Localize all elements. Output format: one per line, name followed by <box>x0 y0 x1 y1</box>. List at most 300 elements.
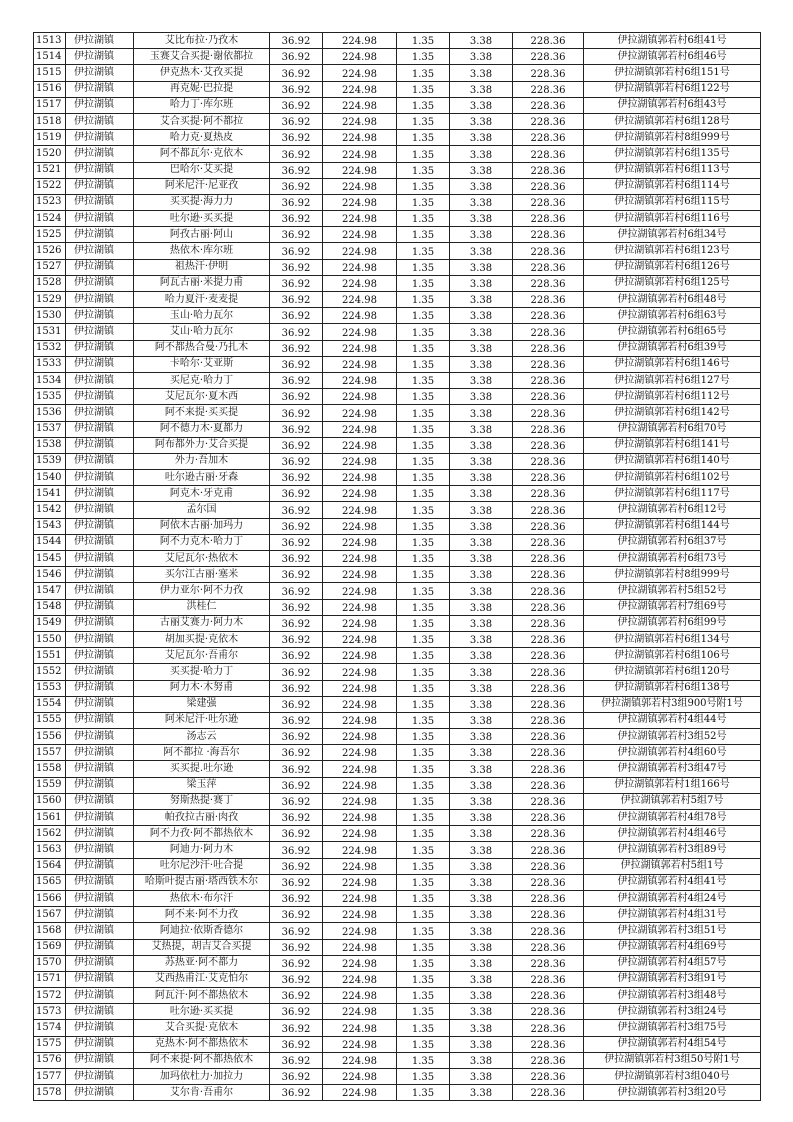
address-cell: 伊拉湖镇郭若村3组51号 <box>584 923 761 939</box>
value-cell-3: 1.35 <box>397 696 450 712</box>
row-number-cell: 1543 <box>34 518 66 534</box>
table-row <box>34 712 761 728</box>
value-cell-3: 1.35 <box>397 340 450 356</box>
row-number-cell: 1572 <box>34 988 66 1004</box>
name-cell: 艾尼瓦尔·夏木西 <box>134 389 270 405</box>
row-number-cell: 1550 <box>34 631 66 647</box>
name-cell: 孟尔国 <box>134 502 270 518</box>
address-cell: 伊拉湖镇郭若村6组144号 <box>584 518 761 534</box>
table-row <box>34 988 761 1004</box>
value-cell-2: 224.98 <box>323 292 397 308</box>
value-cell-2: 224.98 <box>323 923 397 939</box>
data-table <box>33 32 761 1101</box>
value-cell-2: 224.98 <box>323 146 397 162</box>
town-cell: 伊拉湖镇 <box>66 696 134 712</box>
value-cell-1: 36.92 <box>270 372 323 388</box>
name-cell: 阿不都热合曼·乃扎木 <box>134 340 270 356</box>
address-cell: 伊拉湖镇郭若村6组114号 <box>584 178 761 194</box>
row-number-cell: 1534 <box>34 372 66 388</box>
value-cell-3: 1.35 <box>397 712 450 728</box>
value-cell-1: 36.92 <box>270 162 323 178</box>
value-cell-1: 36.92 <box>270 324 323 340</box>
value-cell-3: 1.35 <box>397 243 450 259</box>
value-cell-1: 36.92 <box>270 583 323 599</box>
value-cell-3: 1.35 <box>397 1036 450 1052</box>
town-cell: 伊拉湖镇 <box>66 567 134 583</box>
address-cell: 伊拉湖镇郭若村6组117号 <box>584 486 761 502</box>
table-row <box>34 890 761 906</box>
value-cell-4: 3.38 <box>450 372 513 388</box>
table-row <box>34 162 761 178</box>
table-row <box>34 130 761 146</box>
value-cell-2: 224.98 <box>323 389 397 405</box>
value-cell-2: 224.98 <box>323 227 397 243</box>
value-cell-1: 36.92 <box>270 826 323 842</box>
value-cell-3: 1.35 <box>397 308 450 324</box>
value-cell-2: 224.98 <box>323 777 397 793</box>
value-cell-4: 3.38 <box>450 33 513 49</box>
value-cell-2: 224.98 <box>323 907 397 923</box>
row-number-cell: 1577 <box>34 1069 66 1085</box>
value-cell-5: 228.36 <box>513 518 584 534</box>
value-cell-3: 1.35 <box>397 890 450 906</box>
value-cell-3: 1.35 <box>397 49 450 65</box>
value-cell-5: 228.36 <box>513 988 584 1004</box>
row-number-cell: 1533 <box>34 356 66 372</box>
value-cell-4: 3.38 <box>450 81 513 97</box>
value-cell-2: 224.98 <box>323 518 397 534</box>
address-cell: 伊拉湖镇郭若村4组41号 <box>584 874 761 890</box>
value-cell-1: 36.92 <box>270 65 323 81</box>
name-cell: 洪桂仁 <box>134 599 270 615</box>
name-cell: 阿不都拉 ·海吾尔 <box>134 745 270 761</box>
town-cell: 伊拉湖镇 <box>66 745 134 761</box>
value-cell-3: 1.35 <box>397 826 450 842</box>
row-number-cell: 1526 <box>34 243 66 259</box>
value-cell-1: 36.92 <box>270 745 323 761</box>
address-cell: 伊拉湖镇郭若村3组91号 <box>584 971 761 987</box>
value-cell-4: 3.38 <box>450 955 513 971</box>
value-cell-3: 1.35 <box>397 486 450 502</box>
row-number-cell: 1538 <box>34 437 66 453</box>
value-cell-1: 36.92 <box>270 874 323 890</box>
town-cell: 伊拉湖镇 <box>66 518 134 534</box>
table-row <box>34 243 761 259</box>
address-cell: 伊拉湖镇郭若村6组65号 <box>584 324 761 340</box>
town-cell: 伊拉湖镇 <box>66 421 134 437</box>
value-cell-4: 3.38 <box>450 259 513 275</box>
town-cell: 伊拉湖镇 <box>66 664 134 680</box>
value-cell-5: 228.36 <box>513 259 584 275</box>
value-cell-5: 228.36 <box>513 162 584 178</box>
value-cell-2: 224.98 <box>323 340 397 356</box>
row-number-cell: 1515 <box>34 65 66 81</box>
row-number-cell: 1521 <box>34 162 66 178</box>
value-cell-2: 224.98 <box>323 1085 397 1101</box>
value-cell-4: 3.38 <box>450 113 513 129</box>
town-cell: 伊拉湖镇 <box>66 1020 134 1036</box>
name-cell: 买买提·哈力丁 <box>134 664 270 680</box>
value-cell-1: 36.92 <box>270 777 323 793</box>
town-cell: 伊拉湖镇 <box>66 227 134 243</box>
value-cell-5: 228.36 <box>513 1036 584 1052</box>
name-cell: 克热木·阿不都热依木 <box>134 1036 270 1052</box>
value-cell-5: 228.36 <box>513 810 584 826</box>
town-cell: 伊拉湖镇 <box>66 534 134 550</box>
town-cell: 伊拉湖镇 <box>66 405 134 421</box>
address-cell: 伊拉湖镇郭若村6组113号 <box>584 162 761 178</box>
value-cell-1: 36.92 <box>270 227 323 243</box>
value-cell-3: 1.35 <box>397 453 450 469</box>
value-cell-1: 36.92 <box>270 308 323 324</box>
value-cell-5: 228.36 <box>513 421 584 437</box>
value-cell-4: 3.38 <box>450 534 513 550</box>
row-number-cell: 1516 <box>34 81 66 97</box>
value-cell-5: 228.36 <box>513 437 584 453</box>
row-number-cell: 1556 <box>34 729 66 745</box>
name-cell: 买尼克·哈力丁 <box>134 372 270 388</box>
address-cell: 伊拉湖镇郭若村3组20号 <box>584 1085 761 1101</box>
town-cell: 伊拉湖镇 <box>66 971 134 987</box>
value-cell-1: 36.92 <box>270 1085 323 1101</box>
address-cell: 伊拉湖镇郭若村4组60号 <box>584 745 761 761</box>
value-cell-2: 224.98 <box>323 1052 397 1068</box>
value-cell-1: 36.92 <box>270 81 323 97</box>
value-cell-1: 36.92 <box>270 259 323 275</box>
row-number-cell: 1540 <box>34 470 66 486</box>
address-cell: 伊拉湖镇郭若村6组70号 <box>584 421 761 437</box>
row-number-cell: 1552 <box>34 664 66 680</box>
value-cell-4: 3.38 <box>450 648 513 664</box>
town-cell: 伊拉湖镇 <box>66 437 134 453</box>
table-row <box>34 259 761 275</box>
value-cell-1: 36.92 <box>270 988 323 1004</box>
value-cell-2: 224.98 <box>323 243 397 259</box>
name-cell: 艾尔肯·吾甫尔 <box>134 1085 270 1101</box>
table-row <box>34 826 761 842</box>
row-number-cell: 1513 <box>34 33 66 49</box>
value-cell-2: 224.98 <box>323 275 397 291</box>
value-cell-4: 3.38 <box>450 162 513 178</box>
address-cell: 伊拉湖镇郭若村3组24号 <box>584 1004 761 1020</box>
table-row <box>34 1052 761 1068</box>
table-row <box>34 486 761 502</box>
value-cell-5: 228.36 <box>513 761 584 777</box>
value-cell-4: 3.38 <box>450 826 513 842</box>
name-cell: 艾合买提·克依木 <box>134 1020 270 1036</box>
value-cell-5: 228.36 <box>513 907 584 923</box>
table-row <box>34 907 761 923</box>
town-cell: 伊拉湖镇 <box>66 243 134 259</box>
table-row <box>34 696 761 712</box>
name-cell: 伊力亚尔·阿不力孜 <box>134 583 270 599</box>
town-cell: 伊拉湖镇 <box>66 194 134 210</box>
address-cell: 伊拉湖镇郭若村6组99号 <box>584 615 761 631</box>
table-row <box>34 113 761 129</box>
table-row <box>34 178 761 194</box>
value-cell-2: 224.98 <box>323 130 397 146</box>
table-row <box>34 1085 761 1101</box>
value-cell-3: 1.35 <box>397 502 450 518</box>
value-cell-5: 228.36 <box>513 97 584 113</box>
value-cell-1: 36.92 <box>270 437 323 453</box>
table-row <box>34 437 761 453</box>
town-cell: 伊拉湖镇 <box>66 178 134 194</box>
row-number-cell: 1537 <box>34 421 66 437</box>
value-cell-1: 36.92 <box>270 292 323 308</box>
town-cell: 伊拉湖镇 <box>66 486 134 502</box>
name-cell: 艾热提，胡吉艾合买提 <box>134 939 270 955</box>
value-cell-1: 36.92 <box>270 275 323 291</box>
name-cell: 祖热汗·伊明 <box>134 259 270 275</box>
value-cell-3: 1.35 <box>397 65 450 81</box>
table-row <box>34 275 761 291</box>
table-row <box>34 923 761 939</box>
name-cell: 买尔江古丽·塞米 <box>134 567 270 583</box>
value-cell-2: 224.98 <box>323 793 397 809</box>
table-row <box>34 599 761 615</box>
value-cell-1: 36.92 <box>270 842 323 858</box>
value-cell-2: 224.98 <box>323 712 397 728</box>
value-cell-5: 228.36 <box>513 923 584 939</box>
value-cell-2: 224.98 <box>323 551 397 567</box>
value-cell-3: 1.35 <box>397 907 450 923</box>
value-cell-4: 3.38 <box>450 923 513 939</box>
name-cell: 热依木·布尔汗 <box>134 890 270 906</box>
name-cell: 哈力夏汗·麦麦提 <box>134 292 270 308</box>
address-cell: 伊拉湖镇郭若村3组50号附1号 <box>584 1052 761 1068</box>
value-cell-2: 224.98 <box>323 826 397 842</box>
value-cell-2: 224.98 <box>323 405 397 421</box>
table-row <box>34 227 761 243</box>
name-cell: 外力·吾加木 <box>134 453 270 469</box>
value-cell-1: 36.92 <box>270 971 323 987</box>
table-row <box>34 680 761 696</box>
address-cell: 伊拉湖镇郭若村4组31号 <box>584 907 761 923</box>
address-cell: 伊拉湖镇郭若村6组116号 <box>584 211 761 227</box>
value-cell-4: 3.38 <box>450 583 513 599</box>
name-cell: 吐尔尼沙汗·吐合提 <box>134 858 270 874</box>
value-cell-4: 3.38 <box>450 551 513 567</box>
row-number-cell: 1514 <box>34 49 66 65</box>
table-row <box>34 292 761 308</box>
value-cell-4: 3.38 <box>450 97 513 113</box>
town-cell: 伊拉湖镇 <box>66 761 134 777</box>
table-row <box>34 648 761 664</box>
value-cell-2: 224.98 <box>323 599 397 615</box>
value-cell-2: 224.98 <box>323 729 397 745</box>
value-cell-5: 228.36 <box>513 858 584 874</box>
value-cell-5: 228.36 <box>513 49 584 65</box>
row-number-cell: 1557 <box>34 745 66 761</box>
town-cell: 伊拉湖镇 <box>66 810 134 826</box>
value-cell-4: 3.38 <box>450 907 513 923</box>
name-cell: 艾比布拉·乃孜木 <box>134 33 270 49</box>
value-cell-5: 228.36 <box>513 567 584 583</box>
value-cell-3: 1.35 <box>397 939 450 955</box>
value-cell-1: 36.92 <box>270 453 323 469</box>
town-cell: 伊拉湖镇 <box>66 502 134 518</box>
value-cell-3: 1.35 <box>397 842 450 858</box>
table-row <box>34 567 761 583</box>
name-cell: 阿不来·阿不力孜 <box>134 907 270 923</box>
row-number-cell: 1551 <box>34 648 66 664</box>
row-number-cell: 1529 <box>34 292 66 308</box>
value-cell-5: 228.36 <box>513 1052 584 1068</box>
value-cell-5: 228.36 <box>513 955 584 971</box>
address-cell: 伊拉湖镇郭若村6组140号 <box>584 453 761 469</box>
value-cell-5: 228.36 <box>513 389 584 405</box>
value-cell-2: 224.98 <box>323 33 397 49</box>
address-cell: 伊拉湖镇郭若村6组102号 <box>584 470 761 486</box>
value-cell-2: 224.98 <box>323 324 397 340</box>
value-cell-3: 1.35 <box>397 113 450 129</box>
value-cell-3: 1.35 <box>397 33 450 49</box>
row-number-cell: 1568 <box>34 923 66 939</box>
town-cell: 伊拉湖镇 <box>66 923 134 939</box>
value-cell-2: 224.98 <box>323 810 397 826</box>
name-cell: 阿瓦古丽·米提力甫 <box>134 275 270 291</box>
value-cell-3: 1.35 <box>397 1004 450 1020</box>
address-cell: 伊拉湖镇郭若村6组127号 <box>584 372 761 388</box>
name-cell: 阿米尼汗·尼亚孜 <box>134 178 270 194</box>
table-row <box>34 777 761 793</box>
table-row <box>34 858 761 874</box>
town-cell: 伊拉湖镇 <box>66 389 134 405</box>
address-cell: 伊拉湖镇郭若村6组63号 <box>584 308 761 324</box>
address-cell: 伊拉湖镇郭若村6组135号 <box>584 146 761 162</box>
table-row <box>34 97 761 113</box>
value-cell-2: 224.98 <box>323 1069 397 1085</box>
name-cell: 艾尼瓦尔·热依木 <box>134 551 270 567</box>
name-cell: 热依木·库尔班 <box>134 243 270 259</box>
value-cell-2: 224.98 <box>323 583 397 599</box>
value-cell-4: 3.38 <box>450 421 513 437</box>
value-cell-5: 228.36 <box>513 292 584 308</box>
value-cell-4: 3.38 <box>450 761 513 777</box>
value-cell-5: 228.36 <box>513 453 584 469</box>
value-cell-1: 36.92 <box>270 113 323 129</box>
value-cell-3: 1.35 <box>397 1052 450 1068</box>
value-cell-2: 224.98 <box>323 421 397 437</box>
value-cell-4: 3.38 <box>450 453 513 469</box>
value-cell-5: 228.36 <box>513 890 584 906</box>
value-cell-5: 228.36 <box>513 664 584 680</box>
row-number-cell: 1519 <box>34 130 66 146</box>
name-cell: 玉赛艾合买提·谢依都拉 <box>134 49 270 65</box>
row-number-cell: 1555 <box>34 712 66 728</box>
value-cell-1: 36.92 <box>270 1036 323 1052</box>
value-cell-5: 228.36 <box>513 243 584 259</box>
value-cell-3: 1.35 <box>397 955 450 971</box>
value-cell-3: 1.35 <box>397 971 450 987</box>
value-cell-4: 3.38 <box>450 793 513 809</box>
name-cell: 阿迪力·阿力木 <box>134 842 270 858</box>
table-row <box>34 389 761 405</box>
value-cell-1: 36.92 <box>270 810 323 826</box>
table-row <box>34 874 761 890</box>
town-cell: 伊拉湖镇 <box>66 777 134 793</box>
row-number-cell: 1523 <box>34 194 66 210</box>
town-cell: 伊拉湖镇 <box>66 631 134 647</box>
value-cell-4: 3.38 <box>450 470 513 486</box>
value-cell-2: 224.98 <box>323 308 397 324</box>
table-row <box>34 793 761 809</box>
value-cell-3: 1.35 <box>397 777 450 793</box>
name-cell: 阿布都外力·艾合买提 <box>134 437 270 453</box>
address-cell: 伊拉湖镇郭若村6组123号 <box>584 243 761 259</box>
value-cell-2: 224.98 <box>323 939 397 955</box>
name-cell: 阿力木·木努甫 <box>134 680 270 696</box>
value-cell-1: 36.92 <box>270 33 323 49</box>
table-row <box>34 340 761 356</box>
value-cell-2: 224.98 <box>323 81 397 97</box>
table-row <box>34 308 761 324</box>
value-cell-4: 3.38 <box>450 340 513 356</box>
value-cell-2: 224.98 <box>323 842 397 858</box>
address-cell: 伊拉湖镇郭若村6组112号 <box>584 389 761 405</box>
value-cell-3: 1.35 <box>397 227 450 243</box>
value-cell-2: 224.98 <box>323 988 397 1004</box>
value-cell-2: 224.98 <box>323 664 397 680</box>
value-cell-4: 3.38 <box>450 356 513 372</box>
name-cell: 卡哈尔·艾亚斯 <box>134 356 270 372</box>
value-cell-4: 3.38 <box>450 178 513 194</box>
town-cell: 伊拉湖镇 <box>66 453 134 469</box>
value-cell-1: 36.92 <box>270 178 323 194</box>
value-cell-5: 228.36 <box>513 712 584 728</box>
address-cell: 伊拉湖镇郭若村6组115号 <box>584 194 761 210</box>
row-number-cell: 1524 <box>34 211 66 227</box>
value-cell-2: 224.98 <box>323 194 397 210</box>
row-number-cell: 1530 <box>34 308 66 324</box>
table-row <box>34 324 761 340</box>
address-cell: 伊拉湖镇郭若村5组52号 <box>584 583 761 599</box>
value-cell-5: 228.36 <box>513 777 584 793</box>
table-row <box>34 518 761 534</box>
name-cell: 艾合买提·阿不都拉 <box>134 113 270 129</box>
address-cell: 伊拉湖镇郭若村6组41号 <box>584 33 761 49</box>
value-cell-5: 228.36 <box>513 1069 584 1085</box>
address-cell: 伊拉湖镇郭若村4组46号 <box>584 826 761 842</box>
value-cell-1: 36.92 <box>270 486 323 502</box>
value-cell-2: 224.98 <box>323 486 397 502</box>
value-cell-4: 3.38 <box>450 696 513 712</box>
name-cell: 阿迪拉·依斯香德尔 <box>134 923 270 939</box>
value-cell-1: 36.92 <box>270 696 323 712</box>
town-cell: 伊拉湖镇 <box>66 275 134 291</box>
value-cell-2: 224.98 <box>323 971 397 987</box>
table-row <box>34 146 761 162</box>
table-row <box>34 453 761 469</box>
value-cell-4: 3.38 <box>450 292 513 308</box>
table-row <box>34 631 761 647</box>
address-cell: 伊拉湖镇郭若村8组999号 <box>584 567 761 583</box>
name-cell: 哈力克·夏热皮 <box>134 130 270 146</box>
name-cell: 努斯热提·赛丁 <box>134 793 270 809</box>
value-cell-1: 36.92 <box>270 631 323 647</box>
value-cell-1: 36.92 <box>270 1004 323 1020</box>
value-cell-1: 36.92 <box>270 146 323 162</box>
value-cell-2: 224.98 <box>323 1004 397 1020</box>
value-cell-4: 3.38 <box>450 631 513 647</box>
value-cell-1: 36.92 <box>270 194 323 210</box>
row-number-cell: 1574 <box>34 1020 66 1036</box>
value-cell-3: 1.35 <box>397 259 450 275</box>
value-cell-3: 1.35 <box>397 583 450 599</box>
town-cell: 伊拉湖镇 <box>66 712 134 728</box>
value-cell-4: 3.38 <box>450 1069 513 1085</box>
